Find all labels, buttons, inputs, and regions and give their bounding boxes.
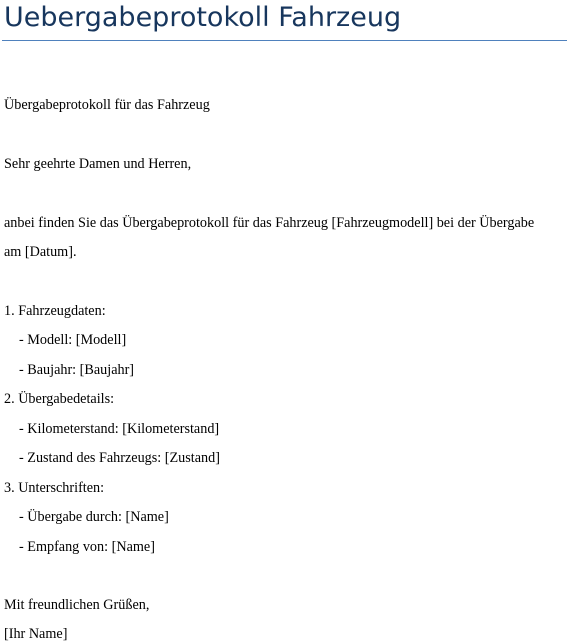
closing-line: Mit freundlichen Grüßen, <box>4 597 150 613</box>
subject-line: Übergabeprotokoll für das Fahrzeug <box>4 97 210 113</box>
list-item-received-by: - Empfang von: [Name] <box>19 539 155 555</box>
list-item-handed-over-by: - Übergabe durch: [Name] <box>19 509 169 525</box>
salutation: Sehr geehrte Damen und Herren, <box>4 156 192 172</box>
list-item-condition: - Zustand des Fahrzeugs: [Zustand] <box>19 450 220 466</box>
intro-paragraph-line-1: anbei finden Sie das Übergabeprotokoll für das Fahrzeug [Fahrzeugmodell] bei der Übergabe <box>4 215 535 231</box>
list-item-model: - Modell: [Modell] <box>19 332 127 348</box>
section-heading-signatures: 3. Unterschriften: <box>4 480 105 496</box>
signature-name: [Ihr Name] <box>4 626 68 642</box>
section-heading-vehicle-data: 1. Fahrzeugdaten: <box>4 303 106 319</box>
section-heading-handover-details: 2. Übergabedetails: <box>4 391 115 407</box>
document-title: Uebergabeprotokoll Fahrzeug <box>4 2 402 33</box>
list-item-mileage: - Kilometerstand: [Kilometerstand] <box>19 421 220 437</box>
intro-paragraph-line-2: am [Datum]. <box>4 244 77 260</box>
title-divider <box>2 40 567 41</box>
list-item-year: - Baujahr: [Baujahr] <box>19 362 135 378</box>
